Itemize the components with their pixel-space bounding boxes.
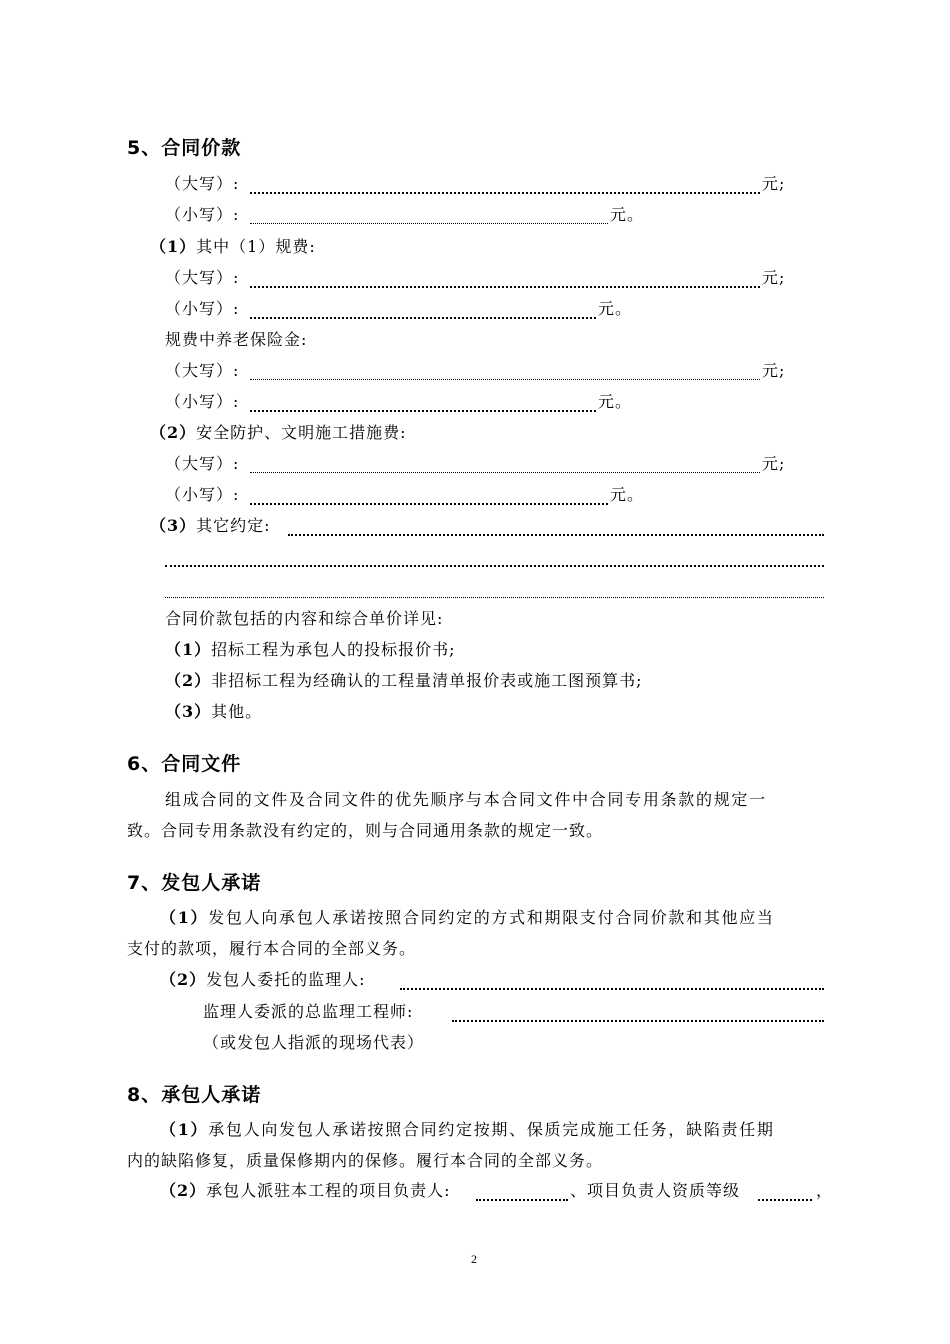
- safety-fee-label: （2）安全防护、文明施工措施费:: [150, 423, 407, 442]
- contractor-commitment-line-1: （1）承包人向发包人承诺按照合同约定按期、保质完成施工任务，缺陷责任期: [160, 1120, 775, 1139]
- fees-label: （1）其中（1）规费:: [150, 237, 316, 256]
- safety-numeric-label: （小写）:: [165, 485, 240, 504]
- chief-engineer-label: 监理人委派的总监理工程师:: [203, 1002, 414, 1021]
- site-representative-note: （或发包人指派的现场代表）: [203, 1033, 425, 1052]
- total-price-uppercase-blank[interactable]: [250, 192, 760, 194]
- unit-yuan: 元。: [598, 392, 633, 411]
- other-agreement-blank-2[interactable]: [165, 565, 824, 567]
- section-7-heading: 7、发包人承诺: [127, 872, 262, 894]
- price-detail-item-2: （2）非招标工程为经确认的工程量清单报价表或施工图预算书;: [165, 671, 643, 690]
- project-manager-blank[interactable]: [476, 1199, 568, 1201]
- pension-uppercase-label: （大写）:: [165, 361, 240, 380]
- contractor-commitment-line-2: 内的缺陷修复，质量保修期内的保修。履行本合同的全部义务。: [127, 1151, 604, 1170]
- other-agreement-blank-3[interactable]: [165, 597, 824, 598]
- other-agreement-blank-1[interactable]: [288, 534, 824, 536]
- unit-yuan: 元;: [762, 174, 786, 193]
- pension-numeric-blank[interactable]: [250, 410, 596, 412]
- unit-yuan: 元;: [762, 361, 786, 380]
- unit-yuan: 元;: [762, 268, 786, 287]
- unit-yuan: 元;: [762, 454, 786, 473]
- employer-commitment-line-2: 支付的款项，履行本合同的全部义务。: [127, 939, 417, 958]
- total-price-numeric-blank[interactable]: [250, 223, 608, 224]
- price-detail-item-3: （3）其他。: [165, 702, 263, 721]
- employer-commitment-line-1: （1）发包人向承包人承诺按照合同约定的方式和期限支付合同价款和其他应当: [160, 908, 775, 927]
- unit-yuan: 元。: [598, 299, 633, 318]
- comma: ，: [816, 1181, 834, 1200]
- total-price-uppercase-label: （大写）:: [165, 174, 240, 193]
- contract-docs-paragraph-line-2: 致。合同专用条款没有约定的，则与合同通用条款的规定一致。: [127, 821, 604, 840]
- unit-yuan: 元。: [610, 485, 645, 504]
- section-5-heading: 5、合同价款: [127, 137, 242, 159]
- pension-uppercase-blank[interactable]: [250, 379, 760, 380]
- project-manager-label: （2）承包人派驻本工程的项目负责人:: [160, 1181, 451, 1200]
- chief-engineer-blank[interactable]: [452, 1020, 824, 1022]
- fees-uppercase-blank[interactable]: [250, 286, 760, 288]
- price-details-intro: 合同价款包括的内容和综合单价详见:: [165, 609, 444, 628]
- qualification-label: 、项目负责人资质等级: [570, 1181, 741, 1200]
- other-agreement-label: （3）其它约定:: [150, 516, 271, 535]
- unit-yuan: 元。: [610, 205, 645, 224]
- pension-label: 规费中养老保险金:: [165, 330, 308, 349]
- supervisor-blank[interactable]: [400, 988, 824, 990]
- qualification-blank[interactable]: [758, 1199, 812, 1201]
- price-detail-item-1: （1）招标工程为承包人的投标报价书;: [165, 640, 456, 659]
- fees-numeric-label: （小写）:: [165, 299, 240, 318]
- safety-numeric-blank[interactable]: [250, 503, 608, 505]
- fees-numeric-blank[interactable]: [250, 317, 596, 319]
- safety-uppercase-label: （大写）:: [165, 454, 240, 473]
- safety-uppercase-blank[interactable]: [250, 472, 760, 473]
- page-number: 2: [471, 1252, 477, 1266]
- fees-uppercase-label: （大写）:: [165, 268, 240, 287]
- section-8-heading: 8、承包人承诺: [127, 1084, 262, 1106]
- contract-docs-paragraph-line-1: 组成合同的文件及合同文件的优先顺序与本合同文件中合同专用条款的规定一: [165, 790, 767, 809]
- total-price-numeric-label: （小写）:: [165, 205, 240, 224]
- pension-numeric-label: （小写）:: [165, 392, 240, 411]
- section-6-heading: 6、合同文件: [127, 753, 242, 775]
- supervisor-label: （2）发包人委托的监理人:: [160, 970, 366, 989]
